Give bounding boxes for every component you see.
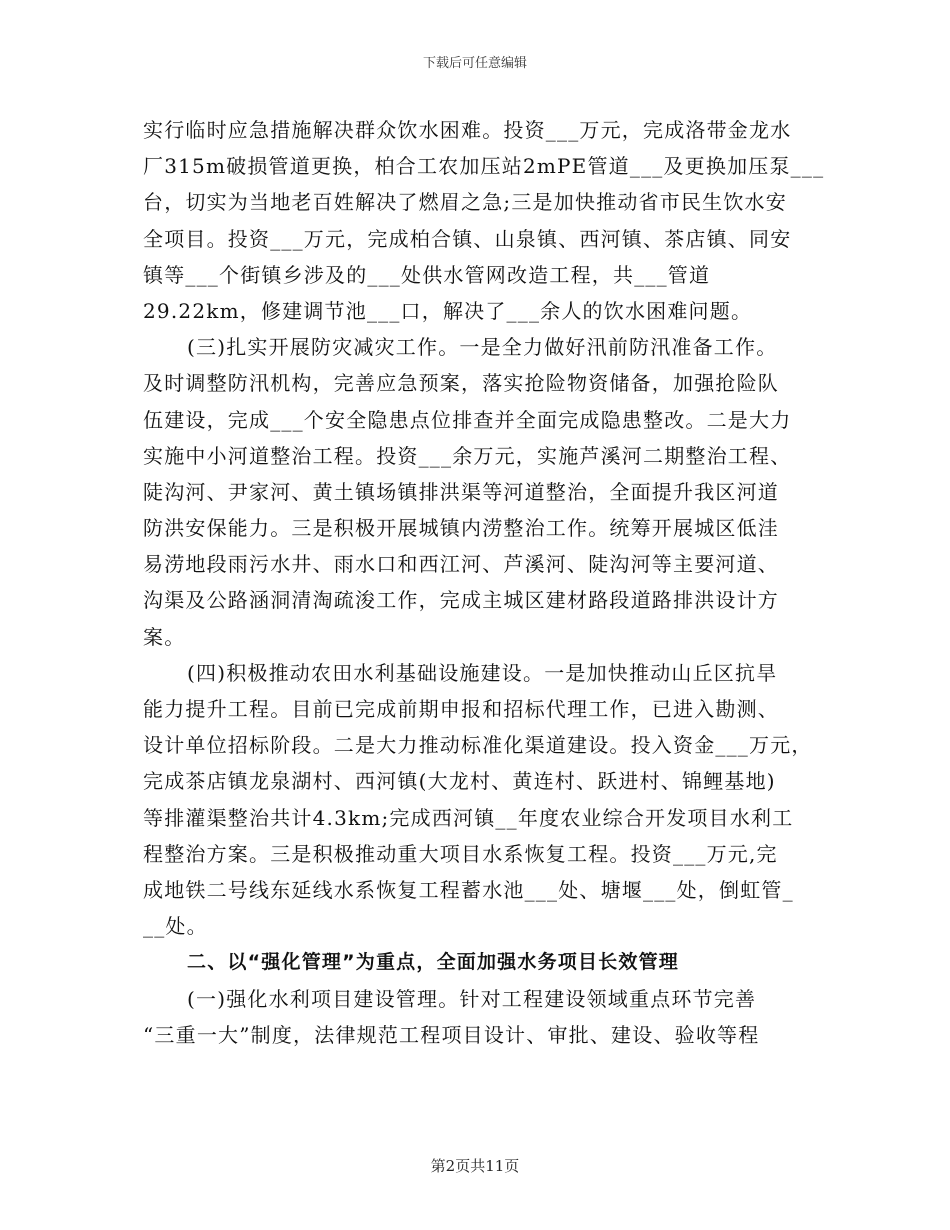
- text-line: 完成茶店镇龙泉湖村、西河镇(大龙村、黄连村、跃进村、锦鲤基地): [143, 769, 776, 794]
- text-line: 陡沟河、尹家河、黄土镇场镇排洪渠等河道整治，全面提升我区河道: [143, 479, 779, 504]
- document-body: [143, 112, 825, 1053]
- text-line: 台，切实为当地老百姓解决了燃眉之急;三是加快推动省市民生饮水安: [143, 190, 787, 215]
- page-header: 下载后可任意编辑: [422, 56, 527, 71]
- text-line: 沟渠及公路涵洞清淘疏浚工作，完成主城区建材路段道路排洪设计方: [143, 588, 779, 613]
- text-line: 实行临时应急措施解决群众饮水困难。投资___万元，完成洛带金龙水: [143, 118, 792, 142]
- text-line: (一)强化水利项目建设管理。针对工程建设领域重点环节完善: [187, 986, 757, 1011]
- text-line: 易涝地段雨污水井、雨水口和西江河、芦溪河、陡沟河等主要河道、: [143, 552, 779, 577]
- section-heading: 二、以“强化管理”为重点，全面加强水务项目长效管理: [187, 951, 679, 974]
- text-line: 厂315m破损管道更换，柏合工农加压站2mPE管道___及更换加压泵___: [143, 154, 825, 179]
- text-line: 成地铁二号线东延线水系恢复工程蓄水池___处、塘堰___处，倒虹管_: [143, 877, 794, 902]
- text-line: 伍建设，完成___个安全隐患点位排查并全面完成隐患整改。二是大力: [143, 407, 792, 432]
- text-line: 及时调整防汛机构，完善应急预案，落实抢险物资储备，加强抢险队: [143, 371, 779, 396]
- text-line: 能力提升工程。目前已完成前期申报和招标代理工作，已进入勘测、: [143, 697, 779, 721]
- text-line: 防洪安保能力。三是积极开展城镇内涝整治工作。统筹开展城区低洼: [143, 516, 779, 541]
- text-line: 程整治方案。三是积极推动重大项目水系恢复工程。投资___万元,完: [143, 841, 778, 866]
- text-line: (三)扎实开展防灾减灾工作。一是全力做好汛前防汛准备工作。: [187, 335, 778, 360]
- text-line: (四)积极推动农田水利基础设施建设。一是加快推动山丘区抗旱: [187, 660, 778, 685]
- page-number-footer: 第2页共11页: [430, 1157, 520, 1175]
- text-line: 等排灌渠整治共计4.3km;完成西河镇__年度农业综合开发项目水利工: [143, 805, 794, 830]
- text-line: 镇等___个街镇乡涉及的___处供水管网改造工程，共___管道: [143, 262, 711, 287]
- text-line: 案。: [143, 624, 186, 649]
- text-line: __处。: [143, 914, 208, 939]
- text-line: 实施中小河道整治工程。投资___余万元，实施芦溪河二期整治工程、: [143, 443, 792, 468]
- text-line: 设计单位招标阶段。二是大力推动标准化渠道建设。投入资金___万元，: [143, 733, 813, 758]
- text-line: 全项目。投资___万元，完成柏合镇、山泉镇、西河镇、茶店镇、同安: [143, 226, 792, 251]
- text-line: “三重一大”制度，法律规范工程项目设计、审批、建设、验收等程: [143, 1022, 760, 1047]
- text-line: 29.22km，修建调节池___口，解决了___余人的饮水困难问题。: [143, 298, 753, 323]
